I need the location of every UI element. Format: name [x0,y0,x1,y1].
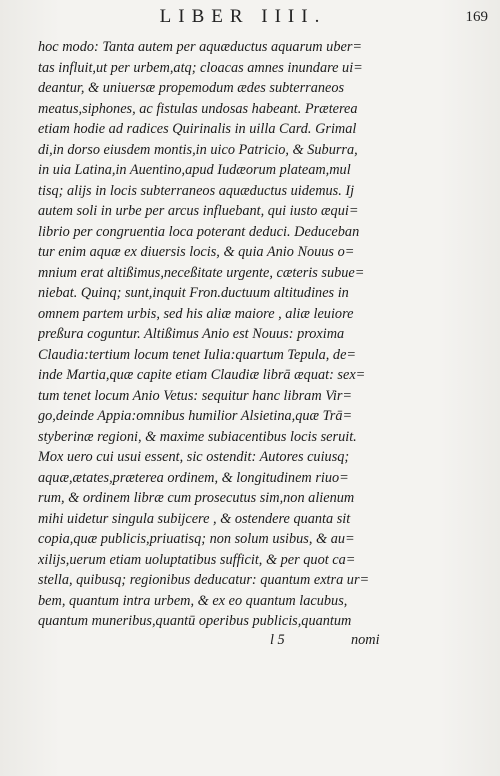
catchword: nomi [351,632,380,648]
text-line: di,in dorso eiusdem montis,in uico Patricio, & Suburra, [38,141,358,158]
text-line: mnium erat altißimus,neceßitate urgente, cæteris subue= [38,264,365,281]
text-line: autem soli in urbe per arcus influebant, qui iusto æqui= [38,203,359,219]
text-line: meatus,siphones, ac fistulas undosas habeant. Præterea [38,100,358,117]
text-line: tum tenet locum Anio Vetus: sequitur hanc libram Vir= [38,387,353,404]
text-line: niebat. Quinq; sunt,inquit Fron.ductuum altitudines in [38,285,349,301]
page-number: 169 [465,9,488,25]
text-line: xilijs,uerum etiam uoluptatibus sufficit, & per quot ca= [38,551,356,568]
text-line: go,deinde Appia:omnibus humilior Alsietina,quæ Trā= [38,408,353,424]
text-line: tisq; alijs in locis subterraneos aquæductus uidemus. Ij [38,182,355,199]
body-text [38,37,388,632]
text-line: tas influit,ut per urbem,atq; cloacas amnes inundare ui= [38,59,363,76]
text-line: mihi uidetur singula subijcere , & ostendere quanta sit [38,510,351,527]
text-line: rum, & ordinem libræ cum prosecutus sim,non alienum [38,490,355,506]
text-line: copia,quæ publicis,priuatisq; non solum usibus, & au= [38,531,355,547]
text-line: preßura coguntur. Altißimus Anio est Nouus: proxima [38,326,345,342]
signature-mark: l 5 [270,632,285,648]
text-line: in uia Latina,in Auentino,apud Iudæorum plateam,mul [38,162,351,178]
text-line: tur enim aquæ ex diuersis locis, & quia Anio Nouus o= [38,244,355,260]
text-line: Claudia:tertium locum tenet Iulia:quartum Tepula, de= [38,346,357,363]
text-line: Mox uero cui usui essent, sic ostendit: Autores cuiusq; [38,449,350,465]
text-line: aquæ,ætates,præterea ordinem, & longitudinem riuo= [38,469,349,486]
text-line: etiam hodie ad radices Quirinalis in uilla Card. Grimal [38,121,357,137]
text-line: inde Martia,quæ capite etiam Claudiæ librā æquat: sex= [38,367,366,383]
text-line: deantur, & uniuersæ propemodum ædes subterraneos [38,80,345,96]
text-line: omnem partem urbis, sed his aliæ maiore , aliæ leuiore [38,305,354,322]
text-line: bem, quantum intra urbem, & ex eo quantum lacubus, [38,592,348,609]
text-line: hoc modo: Tanta autem per aquæductus aquarum uber= [38,39,363,55]
text-line: stella, quibusq; regionibus deducatur: quantum extra ur= [38,572,370,588]
text-line: styberinæ regioni, & maxime subiacentibus locis seruit. [38,428,357,445]
text-line: librio per congruentia loca poterant deduci. Deduceban [38,223,360,240]
text-line: quantum muneribus,quantū operibus publicis,quantum [38,613,352,629]
running-head: LIBER IIII. [159,6,327,27]
